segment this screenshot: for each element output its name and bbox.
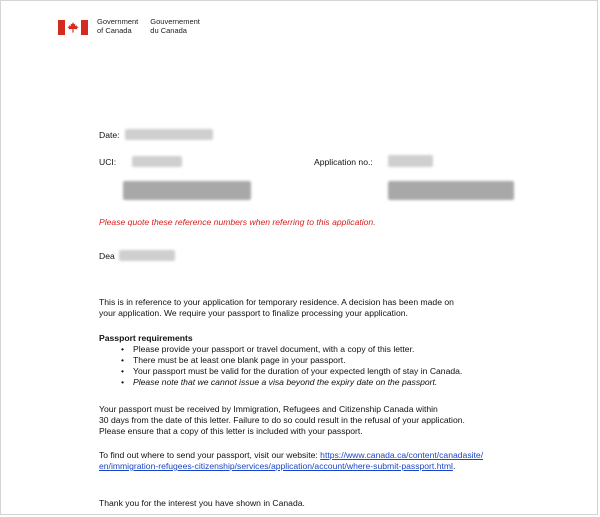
redacted-barcode-left (123, 181, 251, 200)
passport-requirements-list (99, 344, 559, 388)
intro-line: This is in reference to your application for temporary residence. A decision has been made on (99, 297, 454, 307)
website-intro-text: To find out where to send your passport, visit our website: (99, 450, 321, 460)
uci-label: UCI: (99, 157, 117, 167)
government-of-canada-signature (58, 17, 200, 35)
date-label: Date: (99, 130, 120, 140)
wordmark-en-line1: Government (97, 17, 139, 26)
maple-leaf-icon (67, 22, 79, 33)
reference-notice: Please quote these reference numbers when referring to this application. (99, 217, 376, 227)
deadline-line: Please ensure that a copy of this letter is included with your passport. (99, 426, 363, 436)
intro-line: your application. We require your passport to finalize processing your application. (99, 308, 408, 318)
list-item: • Please note that we cannot issue a visa beyond the expiry date on the passport. (99, 377, 559, 388)
redacted-uci (132, 156, 182, 167)
redacted-barcode-right (388, 181, 514, 200)
where-submit-passport-link[interactable]: https://www.canada.ca/content/canadasite/ (320, 450, 484, 460)
redacted-application-number (388, 155, 433, 167)
canada-flag-icon (58, 20, 88, 35)
closing-line: Thank you for the interest you have shown in Canada. (99, 498, 305, 508)
intro-paragraph (99, 297, 559, 319)
deadline-line: 30 days from the date of this letter. Failure to do so could result in the refusal of your application. (99, 415, 465, 425)
salutation: Dea (99, 251, 115, 261)
redacted-date (125, 129, 213, 140)
passport-requirements-section (99, 333, 559, 388)
government-english-wordmark (97, 17, 138, 35)
application-number-label: Application no.: (314, 157, 373, 167)
passport-requirements-heading: Passport requirements (99, 333, 193, 343)
where-submit-passport-link-continued[interactable]: en/immigration-refugees-citizenship/services/application/account/where-submit-passport.html (99, 461, 453, 471)
website-end-period: . (452, 461, 456, 471)
wordmark-fr-line1: Gouvernement (150, 17, 200, 26)
list-item: • Please provide your passport or travel document, with a copy of this letter. (99, 344, 559, 355)
website-paragraph (99, 450, 569, 472)
list-item: • Your passport must be valid for the duration of your expected length of stay in Canada. (99, 366, 559, 377)
wordmark-fr-line2: du Canada (150, 26, 187, 35)
passport-deadline-paragraph (99, 404, 559, 437)
government-french-wordmark (150, 17, 200, 35)
wordmark-en-line2: of Canada (97, 26, 132, 35)
list-item: • There must be at least one blank page in your passport. (99, 355, 559, 366)
deadline-line: Your passport must be received by Immigration, Refugees and Citizenship Canada within (99, 404, 438, 414)
redacted-recipient-name (119, 250, 175, 261)
